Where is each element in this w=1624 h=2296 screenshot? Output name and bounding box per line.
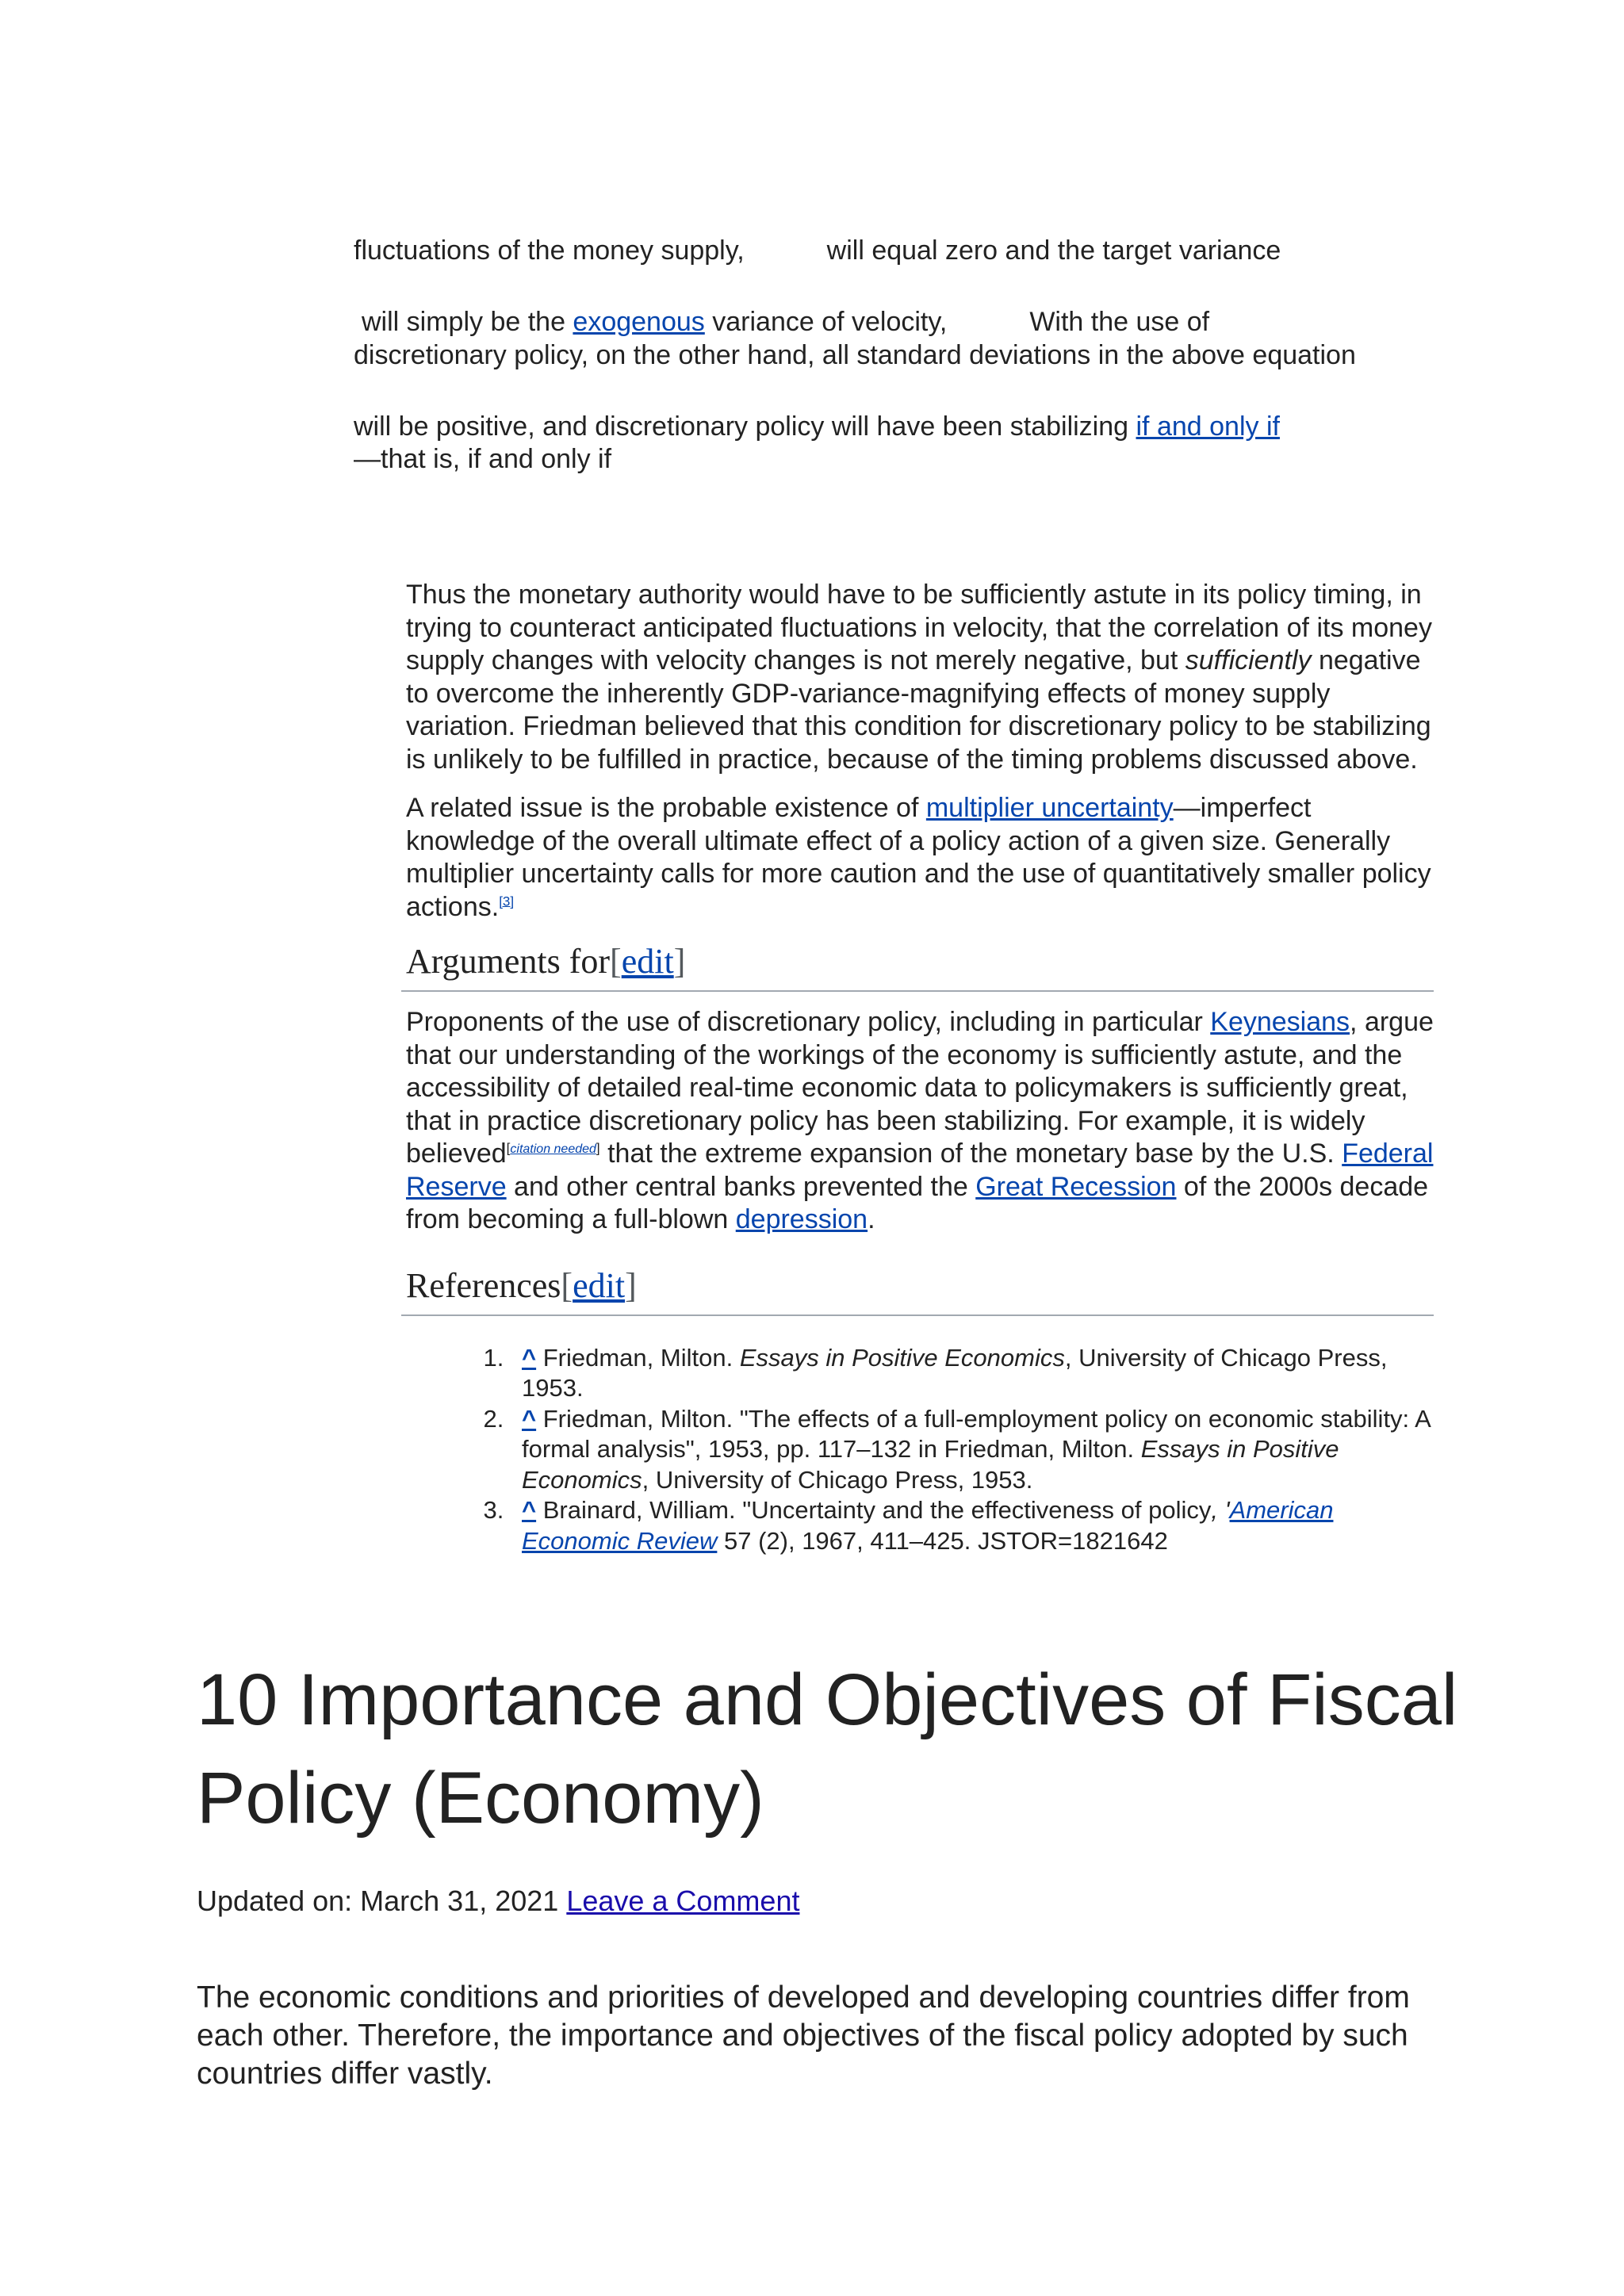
paragraph-timing: Thus the monetary authority would have to be sufficiently astute in its policy timing, in trying to counteract anticipated fluctuations in velocity, that the correlation of its money supply changes with velocity changes is not merely negative, but sufficiently negative to overcome the inherently GDP-variance-magnifying effects of money supply variation. Friedman believed that this condition for discretionary policy to be stabilizing is unlikely to be fulfilled in practice, because of the timing problems discussed above. <box>406 580 1432 775</box>
lead-text: will equal zero and the target variance <box>826 235 1281 266</box>
citation-needed-link[interactable]: citation needed <box>510 1142 596 1156</box>
great-recession-link[interactable]: Great Recession <box>975 1171 1177 1202</box>
wiki-content <box>406 579 1434 1556</box>
edit-link[interactable]: edit <box>573 1265 626 1305</box>
reference-item: 1. ^ Friedman, Milton. Essays in Positive Economics, University of Chicago Press, 1953. <box>511 1343 1434 1404</box>
federal-reserve-link[interactable]: Federal Reserve <box>406 1138 1434 1202</box>
backlink-caret[interactable]: ^ <box>522 1496 537 1524</box>
backlink-caret[interactable]: ^ <box>522 1343 537 1372</box>
citation-needed: [citation needed] <box>506 1140 600 1156</box>
lead-text: will simply be the <box>362 307 573 337</box>
arguments-heading: Arguments for[edit] <box>401 939 1434 992</box>
american-economic-review-link[interactable]: American Economic Review <box>522 1496 1334 1555</box>
lead-text: fluctuations of the money supply, <box>354 235 745 266</box>
updated-line: Updated on: March 31, 2021 Leave a Comment <box>197 1885 800 1917</box>
depression-link[interactable]: depression <box>735 1204 868 1234</box>
paragraph-multiplier: A related issue is the probable existence of multiplier uncertainty—imperfect knowledge of the overall ultimate effect of a policy action of a given size. Generally multiplier uncertainty calls for more caution and the use of quantitatively smaller policy actions.[3] <box>406 793 1431 922</box>
lead-line-3: discretionary policy, on the other hand, all standard deviations in the above equation <box>354 340 1356 370</box>
lead-line-2 <box>354 306 1432 339</box>
lead-line-1 <box>354 235 1432 267</box>
edit-link[interactable]: edit <box>621 942 674 981</box>
multiplier-uncertainty-link[interactable]: multiplier uncertainty <box>925 793 1174 823</box>
intro-paragraph: The economic conditions and priorities of developed and developing countries differ from each other. Therefore, the importance and objectives of the fiscal policy adopted by such countries differ vastly. <box>197 1980 1410 2091</box>
leave-comment-link[interactable]: Leave a Comment <box>566 1885 800 1917</box>
lead-text: will be positive, and discretionary policy will have been stabilizing <box>354 411 1136 442</box>
lead-line-4 <box>354 411 1432 443</box>
backlink-caret[interactable]: ^ <box>522 1404 537 1433</box>
article-title: 10 Importance and Objectives of Fiscal Policy (Economy) <box>197 1659 1458 1839</box>
lead-line-5: —that is, if and only if <box>354 444 612 474</box>
reference-3-link[interactable]: [3] <box>499 894 515 909</box>
keynesians-link[interactable]: Keynesians <box>1210 1007 1350 1037</box>
references-heading: References[edit] <box>401 1264 1434 1316</box>
reference-item: 3. ^ Brainard, William. "Uncertainty and the effectiveness of policy, 'American Economic Review 57 (2), 1967, 411–425. JSTOR=1821642 <box>511 1495 1434 1556</box>
lead-text: variance of velocity, <box>704 307 948 337</box>
if-and-only-if-link[interactable]: if and only if <box>1136 411 1280 442</box>
exogenous-link[interactable]: exogenous <box>573 307 705 337</box>
lead-text: With the use of <box>1029 307 1210 337</box>
paragraph-arguments: Proponents of the use of discretionary policy, including in particular Keynesians, argue that our understanding of the workings of the economy is sufficiently astute, and the accessibility of detailed real-time economic data to policymakers is sufficiently great, that in practice discretionary policy has been stabilizing. For example, it is widely believed[citation needed] that the extreme expansion of the monetary base by the U.S. Federal Reserve and other central banks prevented the Great Recession of the 2000s decade from becoming a full-blown depression. <box>406 1007 1434 1234</box>
reference-item: 2. ^ Friedman, Milton. "The effects of a full-employment policy on economic stability: A formal analysis", 1953, pp. 117–132 in Friedman, Milton. Essays in Positive Economics, University of Chicago Press, 1953. <box>511 1404 1434 1496</box>
references-list <box>406 1343 1434 1557</box>
